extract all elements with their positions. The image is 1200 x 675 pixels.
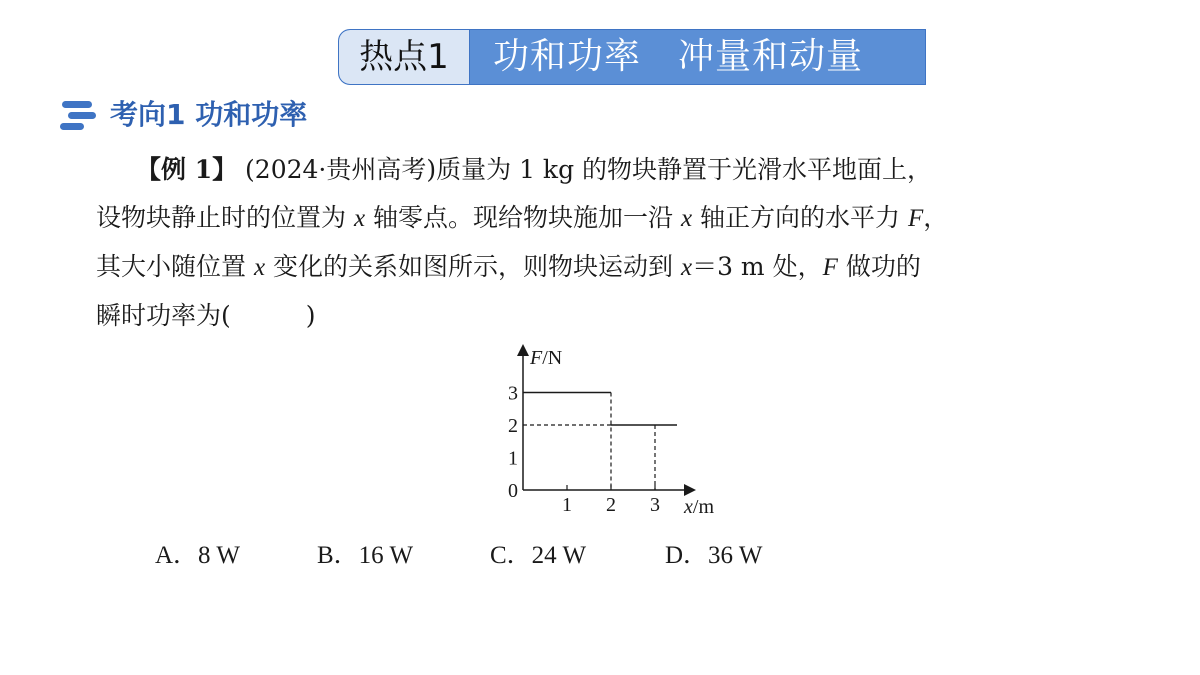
problem-text bbox=[96, 146, 1096, 340]
y-tick-label-1: 1 bbox=[508, 447, 518, 470]
option-d[interactable]: D．36 W bbox=[665, 542, 763, 569]
section-label: 考向1 功和功率 bbox=[110, 98, 308, 131]
problem-line-2: 设物块静止时的位置为 x 轴零点。现给物块施加一沿 x 轴正方向的水平力 F， bbox=[96, 203, 949, 232]
option-b[interactable]: B．16 W bbox=[317, 542, 414, 569]
x-tick-label-1: 1 bbox=[562, 494, 572, 516]
x-axis-label: x/m bbox=[684, 496, 715, 518]
y-tick-label-3: 3 bbox=[508, 382, 518, 405]
problem-line-3: 其大小随位置 x 变化的关系如图所示，则物块运动到 x＝3 m 处，F 做功的 bbox=[96, 252, 921, 281]
problem-line-1: 【例 1】 (2024·贵州高考)质量为 1 kg 的物块静置于光滑水平地面上， bbox=[136, 155, 933, 184]
option-c[interactable]: C．24 W bbox=[490, 542, 587, 569]
list-lines-icon bbox=[60, 101, 96, 131]
y-tick-label-2: 2 bbox=[508, 415, 518, 437]
example-label: 【例 1】 bbox=[136, 155, 238, 184]
topic-banner bbox=[338, 29, 926, 85]
answer-options bbox=[155, 536, 855, 576]
y-tick-label-0: 0 bbox=[508, 480, 518, 502]
option-a[interactable]: A．8 W bbox=[155, 542, 240, 569]
force-position-graph bbox=[490, 340, 750, 530]
problem-line-4: 瞬时功率为( ) bbox=[96, 301, 316, 330]
y-axis-label: F/N bbox=[530, 347, 563, 369]
x-tick-label-3: 3 bbox=[650, 494, 660, 516]
topic-title: 功和功率 冲量和动量 bbox=[493, 36, 864, 77]
topic-tag: 热点1 bbox=[339, 30, 470, 84]
x-tick-label-2: 2 bbox=[606, 494, 616, 516]
